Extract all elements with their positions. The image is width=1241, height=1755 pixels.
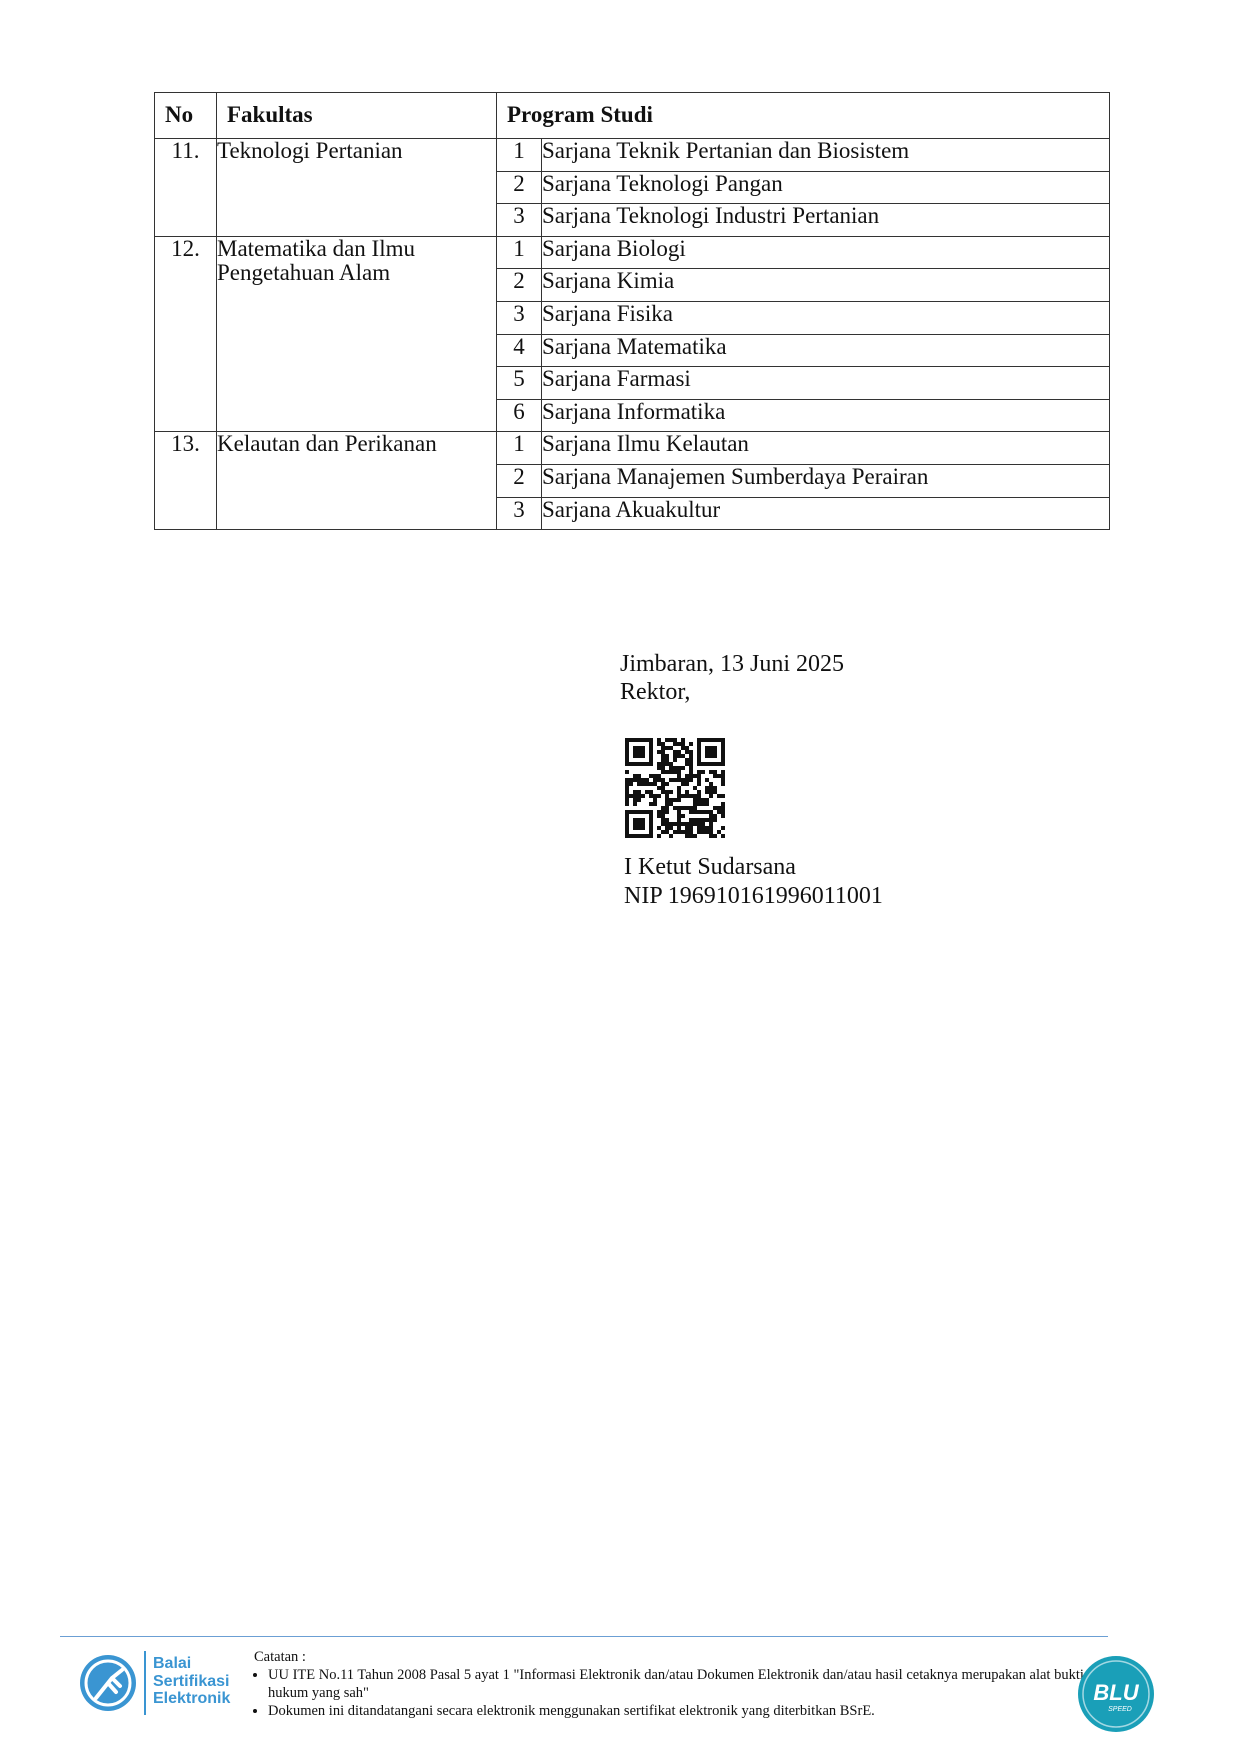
- program-number: 3: [497, 204, 542, 237]
- header-program-studi: Program Studi: [497, 93, 1110, 139]
- faculty-number: 13.: [155, 432, 217, 530]
- signer-nip: NIP 196910161996011001: [624, 883, 883, 909]
- table-row: [155, 139, 1110, 172]
- table-body: [155, 139, 1110, 530]
- program-number: 2: [497, 464, 542, 497]
- program-number: 1: [497, 432, 542, 465]
- program-name: Sarjana Teknologi Pangan: [542, 171, 1110, 204]
- blu-speed-logo-icon: [1076, 1654, 1156, 1734]
- table-row: [155, 432, 1110, 465]
- program-name: Sarjana Fisika: [542, 301, 1110, 334]
- note-item: • UU ITE No.11 Tahun 2008 Pasal 5 ayat 1 "Informasi Elektronik dan/atau Dokumen Elektronik dan/atau hasil cetaknya merupakan alat bukti hukum yang sah": [268, 1666, 1084, 1702]
- table-row: [155, 236, 1110, 269]
- program-number: 3: [497, 301, 542, 334]
- program-name: Sarjana Akuakultur: [542, 497, 1110, 530]
- program-number: 2: [497, 171, 542, 204]
- program-name: Sarjana Informatika: [542, 399, 1110, 432]
- program-name: Sarjana Matematika: [542, 334, 1110, 367]
- program-name: Sarjana Ilmu Kelautan: [542, 432, 1110, 465]
- signer-title: Rektor,: [620, 679, 691, 705]
- program-number: 1: [497, 236, 542, 269]
- program-name: Sarjana Kimia: [542, 269, 1110, 302]
- program-number: 1: [497, 139, 542, 172]
- signature-header: [620, 650, 844, 706]
- program-number: 3: [497, 497, 542, 530]
- footer-divider: [60, 1636, 1108, 1637]
- signer-name: I Ketut Sudarsana: [624, 854, 796, 880]
- header-fakultas: Fakultas: [217, 93, 497, 139]
- header-no: No: [155, 93, 217, 139]
- svg-text:BLU: BLU: [1093, 1680, 1139, 1705]
- faculty-name: Kelautan dan Perikanan: [217, 432, 497, 530]
- faculty-number: 12.: [155, 236, 217, 432]
- program-number: 5: [497, 367, 542, 400]
- qr-code: [625, 738, 725, 838]
- signer-block: [624, 853, 883, 911]
- program-name: Sarjana Teknik Pertanian dan Biosistem: [542, 139, 1110, 172]
- program-number: 4: [497, 334, 542, 367]
- bsre-logo-text: Balai Sertifikasi Elektronik: [153, 1655, 231, 1707]
- faculty-name: Teknologi Pertanian: [217, 139, 497, 237]
- place-date: Jimbaran, 13 Juni 2025: [620, 651, 844, 677]
- footer-note: [254, 1648, 1084, 1720]
- table-header-row: [155, 93, 1110, 139]
- program-name: Sarjana Farmasi: [542, 367, 1110, 400]
- note-title: Catatan :: [254, 1649, 306, 1665]
- note-list: [254, 1666, 1084, 1720]
- program-name: Sarjana Biologi: [542, 236, 1110, 269]
- note-item: • Dokumen ini ditandatangani secara elektronik menggunakan sertifikat elektronik yang diterbitkan BSrE.: [268, 1702, 1084, 1720]
- svg-text:SPEED: SPEED: [1108, 1706, 1132, 1713]
- faculty-number: 11.: [155, 139, 217, 237]
- faculty-program-table: [154, 92, 1110, 530]
- program-name: Sarjana Teknologi Industri Pertanian: [542, 204, 1110, 237]
- program-name: Sarjana Manajemen Sumberdaya Perairan: [542, 464, 1110, 497]
- faculty-name: Matematika dan Ilmu Pengetahuan Alam: [217, 236, 497, 432]
- program-number: 6: [497, 399, 542, 432]
- program-number: 2: [497, 269, 542, 302]
